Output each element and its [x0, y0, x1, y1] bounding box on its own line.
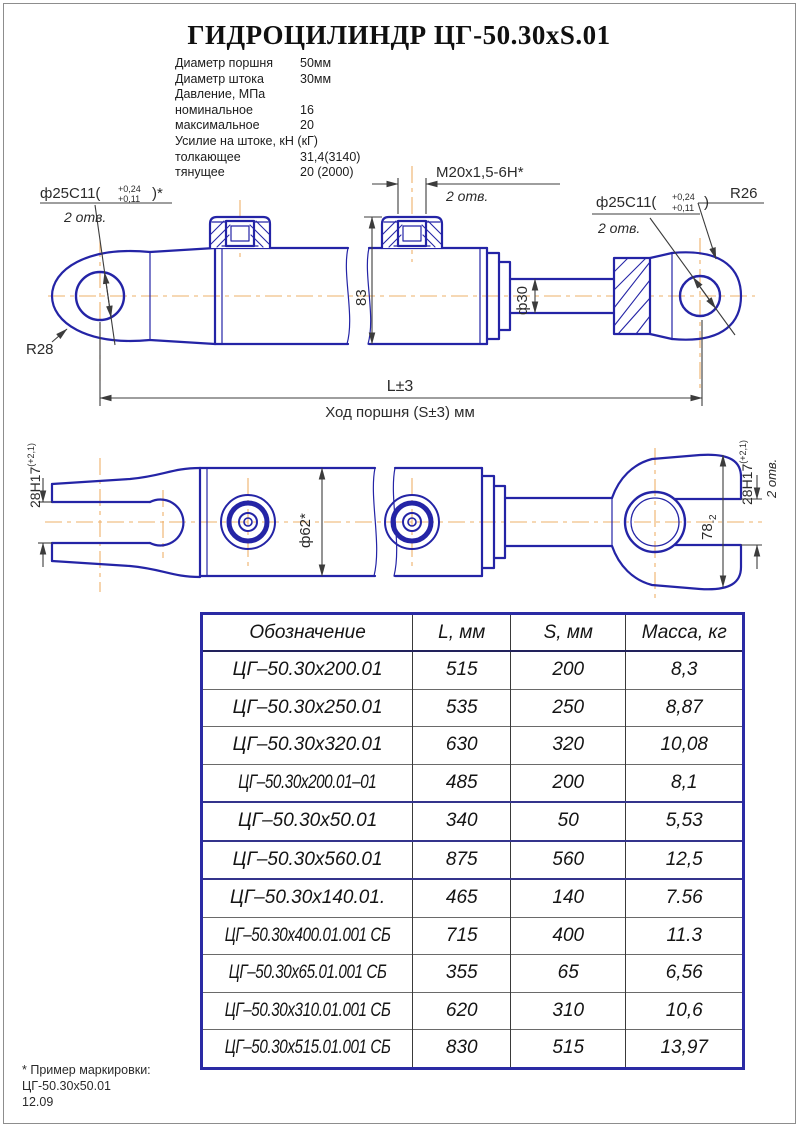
cell-stroke: 560 — [511, 841, 626, 880]
stroke-dim-label: Ход поршня (S±3) мм — [325, 404, 475, 421]
size-table — [200, 612, 745, 1070]
cell-designation: ЦГ–50.30х400.01.001 СБ — [202, 917, 413, 955]
side-view-outline — [52, 217, 741, 344]
table-row — [202, 802, 744, 841]
right-hole-tol-plus: +0,24 — [672, 192, 695, 202]
spec-value: 31,4(3140) — [300, 149, 361, 164]
spec-row — [175, 134, 360, 150]
spec-label: Давление, МПа — [175, 87, 266, 102]
col-length: L, мм — [413, 614, 511, 652]
table-row — [202, 955, 744, 993]
rod-dia-label: ф30 — [514, 285, 531, 315]
spec-row — [175, 72, 360, 88]
footnote-line: ЦГ-50.30х50.01 — [22, 1079, 111, 1093]
cell-stroke: 200 — [511, 764, 626, 802]
table-row — [202, 764, 744, 802]
left-hole-close: )* — [152, 185, 163, 202]
footnote-line: * Пример маркировки: — [22, 1063, 151, 1077]
cell-mass: 11.3 — [626, 917, 744, 955]
cell-length: 340 — [413, 802, 511, 841]
spec-label: максимальное — [175, 118, 260, 133]
cell-stroke: 200 — [511, 651, 626, 689]
spec-label: Усилие на штоке, кН (кГ) — [175, 133, 318, 148]
cell-length: 355 — [413, 955, 511, 993]
thread-holes-count: 2 отв. — [446, 188, 489, 204]
table-row — [202, 992, 744, 1030]
cell-length: 630 — [413, 727, 511, 765]
right-hole-close: ) — [704, 194, 709, 211]
cell-length: 485 — [413, 764, 511, 802]
cell-designation: ЦГ–50.30х200.01 — [202, 651, 413, 689]
footnote-line: 12.09 — [22, 1095, 54, 1109]
page-title: ГИДРОЦИЛИНДР ЦГ-50.30xS.01 — [187, 20, 611, 50]
left-holes-count: 2 отв. — [64, 209, 107, 225]
body-dia-label: ф62* — [297, 513, 314, 548]
spec-label: Диаметр штока — [175, 71, 264, 86]
left-hole-tol-minus: +0,11 — [118, 194, 141, 204]
footnote — [22, 1062, 151, 1110]
table-header-row — [202, 614, 744, 652]
col-mass: Масса, кг — [626, 614, 744, 652]
cell-designation: ЦГ–50.30х310.01.001 СБ — [202, 992, 413, 1030]
cell-mass: 5,53 — [626, 802, 744, 841]
port-fitting — [210, 217, 270, 248]
cell-designation: ЦГ–50.30х65.01.001 СБ — [202, 955, 413, 993]
left-hole-dia-label: ф25C11( — [40, 185, 101, 202]
cell-mass: 8,87 — [626, 689, 744, 727]
cell-designation: ЦГ–50.30х50.01 — [202, 802, 413, 841]
spec-value: 30мм — [300, 71, 332, 86]
right-hole-dia-label: ф25C11( — [596, 194, 657, 211]
technical-drawing — [0, 160, 798, 630]
cell-designation: ЦГ–50.30х140.01. — [202, 879, 413, 917]
spec-row — [175, 87, 360, 103]
size-table-wrap — [200, 612, 745, 1070]
table-row — [202, 1030, 744, 1069]
length-dim-label: L±3 — [386, 378, 414, 395]
cell-designation: ЦГ–50.30х320.01 — [202, 727, 413, 765]
slot-dim-left: $28H17^{(+2,1)}$ — [26, 442, 43, 508]
cell-stroke: 400 — [511, 917, 626, 955]
cell-stroke: 320 — [511, 727, 626, 765]
cell-stroke: 250 — [511, 689, 626, 727]
fork-width-label: $78_{-2}$ — [699, 514, 719, 540]
cell-length: 830 — [413, 1030, 511, 1069]
cell-stroke: 310 — [511, 992, 626, 1030]
cell-mass: 12,5 — [626, 841, 744, 880]
cell-stroke: 515 — [511, 1030, 626, 1069]
spec-value: 50мм — [300, 56, 332, 70]
cell-stroke: 50 — [511, 802, 626, 841]
left-hole-tol-plus: +0,24 — [118, 184, 141, 194]
slot-dim-right: $28H17^{(+2,1)}$ — [738, 439, 755, 505]
cell-length: 465 — [413, 879, 511, 917]
spec-value: 20 (2000) — [300, 165, 354, 180]
spec-row — [175, 118, 360, 134]
spec-value: 16 — [300, 102, 314, 117]
cell-mass: 8,3 — [626, 651, 744, 689]
cell-stroke: 140 — [511, 879, 626, 917]
spec-value: 20 — [300, 118, 314, 133]
cell-mass: 13,97 — [626, 1030, 744, 1069]
spec-row — [175, 56, 360, 72]
spec-row — [175, 103, 360, 119]
table-row — [202, 651, 744, 689]
cell-designation: ЦГ–50.30х200.01–01 — [202, 764, 413, 802]
cell-length: 875 — [413, 841, 511, 880]
col-designation: Обозначение — [202, 614, 413, 652]
spec-label: Диаметр поршня — [175, 56, 274, 70]
radius-right-label: R26 — [730, 185, 758, 202]
body-height-label: 83 — [353, 289, 370, 306]
cell-length: 620 — [413, 992, 511, 1030]
spec-label: толкающее — [175, 149, 241, 164]
cell-mass: 10,08 — [626, 727, 744, 765]
cell-mass: 6,56 — [626, 955, 744, 993]
col-stroke: S, мм — [511, 614, 626, 652]
radius-left-label: R28 — [26, 341, 54, 358]
table-row — [202, 841, 744, 880]
spec-label: тянущее — [175, 165, 225, 180]
cell-designation: ЦГ–50.30х250.01 — [202, 689, 413, 727]
table-row — [202, 879, 744, 917]
cell-mass: 8,1 — [626, 764, 744, 802]
thread-label: М20х1,5-6Н* — [436, 164, 524, 181]
table-row — [202, 689, 744, 727]
port-fitting — [382, 217, 442, 248]
right-hole-tol-minus: +0,11 — [672, 203, 695, 213]
cell-stroke: 65 — [511, 955, 626, 993]
break-line — [373, 468, 376, 576]
cell-length: 515 — [413, 651, 511, 689]
cell-mass: 10,6 — [626, 992, 744, 1030]
cell-length: 535 — [413, 689, 511, 727]
cell-mass: 7.56 — [626, 879, 744, 917]
spec-label: номинальное — [175, 102, 253, 117]
right-holes-count: 2 отв. — [598, 220, 641, 236]
table-row — [202, 727, 744, 765]
cell-designation: ЦГ–50.30х560.01 — [202, 841, 413, 880]
table-row — [202, 917, 744, 955]
slot-holes-count: 2 отв. — [764, 458, 779, 498]
cell-designation: ЦГ–50.30х515.01.001 СБ — [202, 1030, 413, 1069]
cell-length: 715 — [413, 917, 511, 955]
